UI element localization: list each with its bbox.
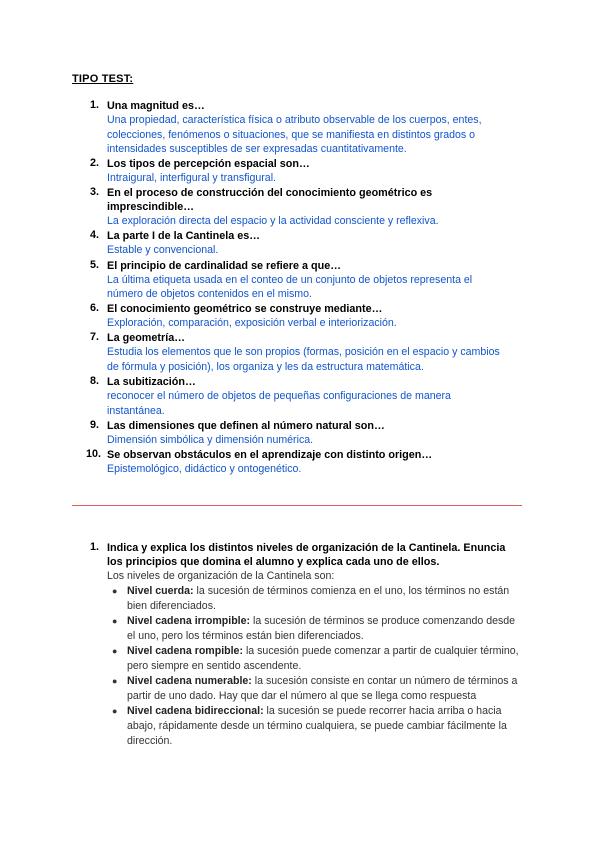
bullet-icon: ● <box>112 585 118 596</box>
level-description: la sucesión de términos se produce comenzando desde el uno, pero los términos están bien diferenciados. <box>127 614 516 642</box>
question-text: Se observan obstáculos en el aprendizaje con distinto origen… <box>107 448 433 461</box>
question-number: 3. <box>90 186 100 199</box>
level-description: la sucesión puede comenzar a partir de cualquier término, pero siempre en sentido ascendente. <box>127 644 519 672</box>
answer-text: Estable y convencional. <box>107 244 219 257</box>
answer-text: Epistemológico, didáctico y ontogenético. <box>107 462 302 475</box>
bullet-icon: ● <box>112 705 118 716</box>
test-question <box>86 447 510 477</box>
question-number: 2. <box>90 157 100 170</box>
answer-intro: Los niveles de organización de la Cantinela son: <box>107 570 335 582</box>
test-question <box>90 302 510 331</box>
question-number: 9. <box>90 418 100 431</box>
answer-text: Exploración, comparación, exposición verbal e interiorización. <box>107 317 397 330</box>
question-text: Una magnitud es… <box>107 100 205 112</box>
test-question <box>90 186 510 229</box>
answer-text: reconocer el número de objetos de pequeñas configuraciones de manera instantánea. <box>107 390 451 417</box>
question-text: La parte I de la Cantinela es… <box>107 230 261 243</box>
question-text: La subitización… <box>107 376 196 389</box>
answer-text: Estudia los elementos que le son propios (formas, posición en el espacio y cambios de fórmula y posición), los organiza y les da estructura matemática. <box>107 346 500 373</box>
list-item <box>107 674 520 704</box>
question-text: El principio de cardinalidad se refiere a que… <box>107 259 342 272</box>
level-name: Nivel cadena rompible: <box>127 644 243 657</box>
test-question <box>90 419 510 448</box>
test-question <box>90 375 510 418</box>
test-question-list <box>86 99 510 477</box>
development-section <box>90 541 520 749</box>
list-item <box>107 584 520 614</box>
section-divider <box>72 505 522 506</box>
page-title: TIPO TEST: <box>72 73 134 85</box>
test-question <box>90 157 510 186</box>
test-question <box>90 259 510 302</box>
level-name: Nivel cadena irrompible: <box>127 614 251 627</box>
question-text: Los tipos de percepción espacial son… <box>107 158 310 171</box>
test-question <box>90 229 510 258</box>
level-name: Nivel cadena bidireccional: <box>127 704 264 717</box>
list-item <box>107 614 520 644</box>
answer-text: Una propiedad, característica física o atributo observable de los cuerpos, entes, colecciones, fenómenos o situaciones, que se manifiesta en distintos grados o intensidades susceptibles de ser expresadas cuantitativamente. <box>107 114 482 156</box>
level-description: la sucesión se puede recorrer hacia arriba o hacia abajo, rápidamente desde un término cualquiera, se puede cambiar fácilmente la dirección. <box>127 704 507 747</box>
answer-text: La última etiqueta usada en el conteo de un conjunto de objetos representa el número de objetos contenidos en el mismo. <box>107 273 473 301</box>
answer-text: Intraigural, interfigural y transfigural. <box>107 172 276 185</box>
question-number: 6. <box>90 302 100 315</box>
question-number: 1. <box>90 99 100 111</box>
question-number: 1. <box>90 541 100 553</box>
answer-text: La exploración directa del espacio y la actividad consciente y reflexiva. <box>107 215 439 228</box>
bullet-icon: ● <box>112 645 118 656</box>
question-text: La geometría… <box>107 332 185 345</box>
list-item <box>107 644 520 674</box>
question-number: 4. <box>90 229 100 242</box>
test-question <box>90 331 510 374</box>
list-item <box>107 704 520 749</box>
question-number: 7. <box>90 331 100 344</box>
question-number: 8. <box>90 375 100 388</box>
answer-text: Dimensión simbólica y dimensión numérica. <box>107 433 314 446</box>
question-text: El conocimiento geométrico se construye mediante… <box>107 303 383 316</box>
level-name: Nivel cadena numerable: <box>127 674 252 687</box>
levels-list <box>107 584 520 749</box>
level-description: la sucesión consiste en contar un número de términos a partir de uno dado. Hay que dar el número al que se llega como respuesta <box>127 674 518 702</box>
question-text: Indica y explica los distintos niveles de organización de la Cantinela. Enuncia los principios que domina el alumno y explica cada uno de ellos. <box>107 542 506 568</box>
question-text: En el proceso de construcción del conocimiento geométrico es imprescindible… <box>107 187 433 214</box>
development-question <box>90 541 520 749</box>
question-text: Las dimensiones que definen al número natural son… <box>107 419 385 432</box>
level-description: la sucesión de términos comienza en el uno, los términos no están bien diferenciados. <box>127 584 510 612</box>
bullet-icon: ● <box>112 675 118 686</box>
level-name: Nivel cuerda: <box>127 584 194 597</box>
bullet-icon: ● <box>112 615 118 626</box>
test-question <box>90 99 510 157</box>
question-number: 10. <box>86 447 102 460</box>
question-number: 5. <box>90 258 100 271</box>
